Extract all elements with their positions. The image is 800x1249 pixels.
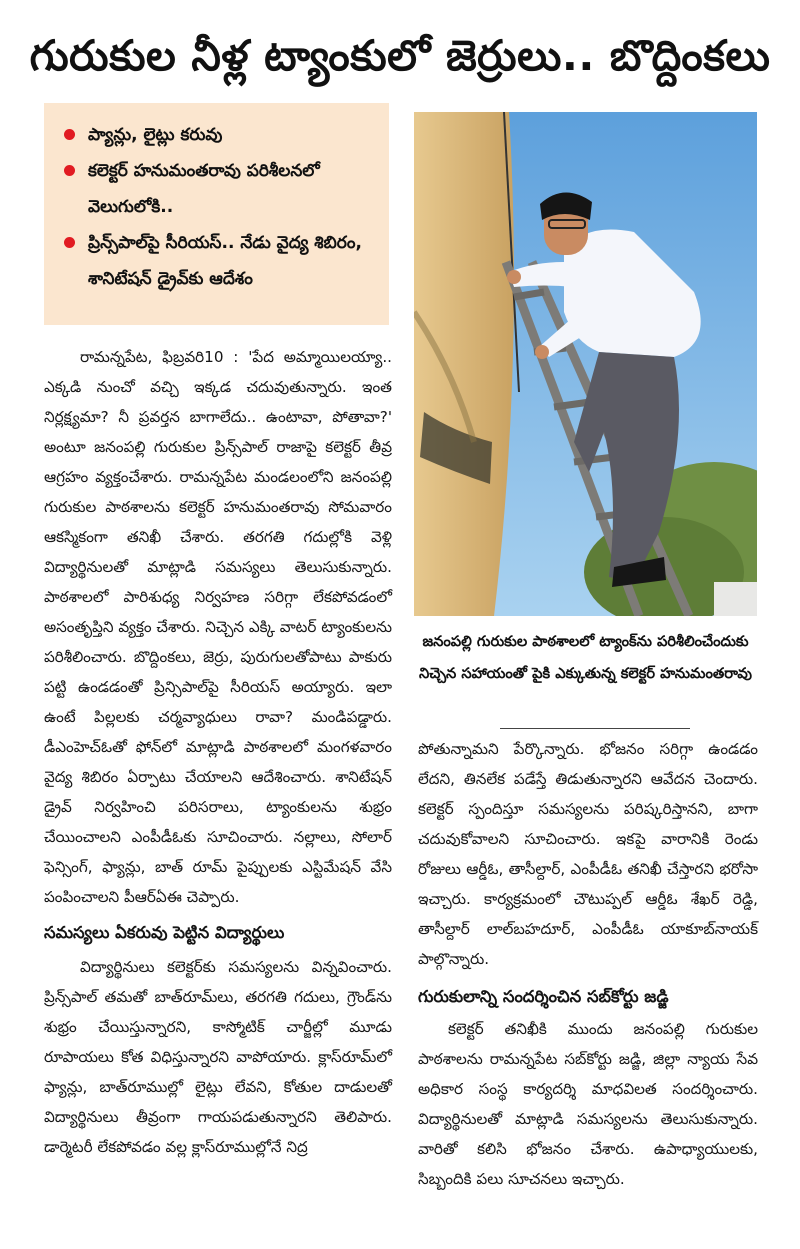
headline: గురుకుల నీళ్ల ట్యాంకులో జెర్రులు.. బొద్దింకలు bbox=[29, 31, 771, 80]
bullet-icon bbox=[64, 237, 75, 248]
news-photo bbox=[414, 112, 757, 616]
highlights-box bbox=[44, 103, 389, 325]
collector-on-ladder-illustration bbox=[414, 112, 757, 616]
highlight-item bbox=[62, 225, 377, 297]
highlight-item bbox=[62, 117, 377, 153]
bullet-icon bbox=[64, 129, 75, 140]
article-paragraph: పోతున్నామని పేర్కొన్నారు. భోజనం సరిగ్గా ఉండడం లేదని, తినలేక పడేస్తే తిడుతున్నారని ఆవేదన చెందారు. కలెక్టర్ స్పందిస్తూ సమస్యలను పరిష్కరిస్తానని, బాగా చదువుకోవాలని సూచించారు. ఇకపై వారానికి రెండు రోజులు ఆర్డీఓ, తాసీల్దార్, ఎంపీడీఓ తనిఖీ చేస్తారని భరోసా ఇచ్చారు. కార్యక్రమంలో చౌటుప్పల్ ఆర్డీఓ శేఖర్ రెడ్డి, తాసీల్దార్ లాల్‌బహదూర్, ఎంపీడీఓ యాకూబ్‌నాయక్ పాల్గొన్నారు. bbox=[418, 740, 758, 968]
article-paragraph: విద్యార్థినులు కలెక్టర్‌కు సమస్యలను విన్నవించారు. ప్రిన్స్‌పాల్ తమతో బాత్‌రూమ్‌లు, తరగతి గదులు, గ్రౌండ్‌ను శుభ్రం చేయిస్తున్నారని, కాస్మోటిక్ చార్జీల్లో మూడు రూపాయలు కోత విధిస్తున్నారని వాపోయారు. క్లాస్‌రూమ్‌లో ఫ్యాన్లు, బాత్‌రూముల్లో లైట్లు లేవని, కోతుల దాడులతో విద్యార్థినులు తీవ్రంగా గాయపడుతున్నారని తెలిపారు. డార్మెటరీ లేకపోవడం వల్ల క్లాస్‌రూముల్లోనే నిద్ర bbox=[44, 958, 392, 1156]
caption-divider bbox=[500, 728, 690, 729]
article-paragraph: రామన్నపేట, ఫిబ్రవరి10 : 'పేద అమ్మాయిలయ్యా.. ఎక్కడి నుంచో వచ్చి ఇక్కడ చదువుతున్నారు. ఇంత నిర్లక్ష్యమా? నీ ప్రవర్తన బాగాలేదు.. ఉంటావా, పోతావా?' అంటూ జనంపల్లి గురుకుల ప్రిన్స్‌పాల్ రాజాపై కలెక్టర్ తీవ్ర ఆగ్రహం వ్యక్తంచేశారు. రామన్నపేట మండలంలోని జనంపల్లి గురుకుల పాఠశాలను కలెక్టర్ హనుమంతరావు సోమవారం ఆకస్మికంగా తనిఖీ చేశారు. తరగతి గదుల్లోకి వెళ్లి విద్యార్థినులతో మాట్లాడి సమస్యలు తెలుసుకున్నారు. పాఠశాలలో పారిశుధ్య నిర్వహణ సరిగ్గా లేకపోవడంలో అసంతృప్తిని వ్యక్తం చేశారు. నిచ్చెన ఎక్కి వాటర్ ట్యాంకులను పరిశీలించారు. బొద్దింకలు, జెర్రు, పురుగులతోపాటు పాకురు పట్టి ఉండడంతో ప్రిన్సిపాల్‌పై సీరియస్ అయ్యారు. ఇలా ఉంటే పిల్లలకు చర్మవ్యాధులు రావా? మండిపడ్డారు. డీఎంహెచ్‌ఓతో ఫోన్‌లో మాట్లాడి పాఠశాలలో మంగళవారం వైద్య శిబిరం ఏర్పాటు చేయాలని ఆదేశించారు. శానిటేషన్ డ్రైవ్ నిర్వహించి పరిసరాలు, ట్యాంకులను శుభ్రం చేయించాలని ఎంపీడీఓకు సూచించారు. నల్లాలు, సోలార్ ఫెన్సింగ్, ఫ్యాన్లు, బాత్ రూమ్ పైప్పులకు ఎస్టిమేషన్ వేసి పంపించాలని పీఆర్ఏఈ చెప్పారు. bbox=[44, 348, 393, 906]
highlight-text: ప్యాన్లు, లైట్లు కరువు bbox=[88, 125, 223, 145]
bullet-icon bbox=[64, 165, 75, 176]
highlight-item bbox=[62, 153, 377, 225]
article-paragraph: కలెక్టర్ తనిఖీకి ముందు జనంపల్లి గురుకుల పాఠశాలను రామన్నపేట సబ్‌కోర్టు జడ్జి, జిల్లా న్యాయ సేవ అధికార సంస్థ కార్యదర్శి మాధవిలత సందర్శించారు. విద్యార్థినులతో మాట్లాడి సమస్యలను తెలుసుకున్నారు. వారితో కలిసి భోజనం చేశారు. ఉపాధ్యాయులకు, సిబ్బందికి పలు సూచనలు ఇచ్చారు. bbox=[418, 1020, 758, 1188]
article-column-left bbox=[44, 342, 392, 1162]
subheading: గురుకులాన్ని సందర్శించిన సబ్‌కోర్టు జడ్జి bbox=[418, 987, 669, 1006]
highlight-text: ప్రిన్స్‌పాల్‌పై సీరియస్.. నేడు వైద్య శిబిరం, శానిటేషన్ డ్రైవ్‌కు ఆదేశం bbox=[88, 233, 362, 289]
subheading: సమస్యలు ఏకరువు పెట్టిన విద్యార్థులు bbox=[44, 923, 285, 942]
highlight-text: కలెక్టర్ హనుమంతరావు పరిశీలనలో వెలుగులోకి.. bbox=[88, 161, 320, 217]
photo-caption: జనంపల్లి గురుకుల పాఠశాలలో ట్యాంక్‌ను పరిశీలించేందుకు నిచ్చెన సహాయంతో పైకి ఎక్కుతున్న కలెక్టర్ హనుమంతరావు bbox=[419, 633, 752, 682]
article-column-right bbox=[418, 734, 758, 1194]
